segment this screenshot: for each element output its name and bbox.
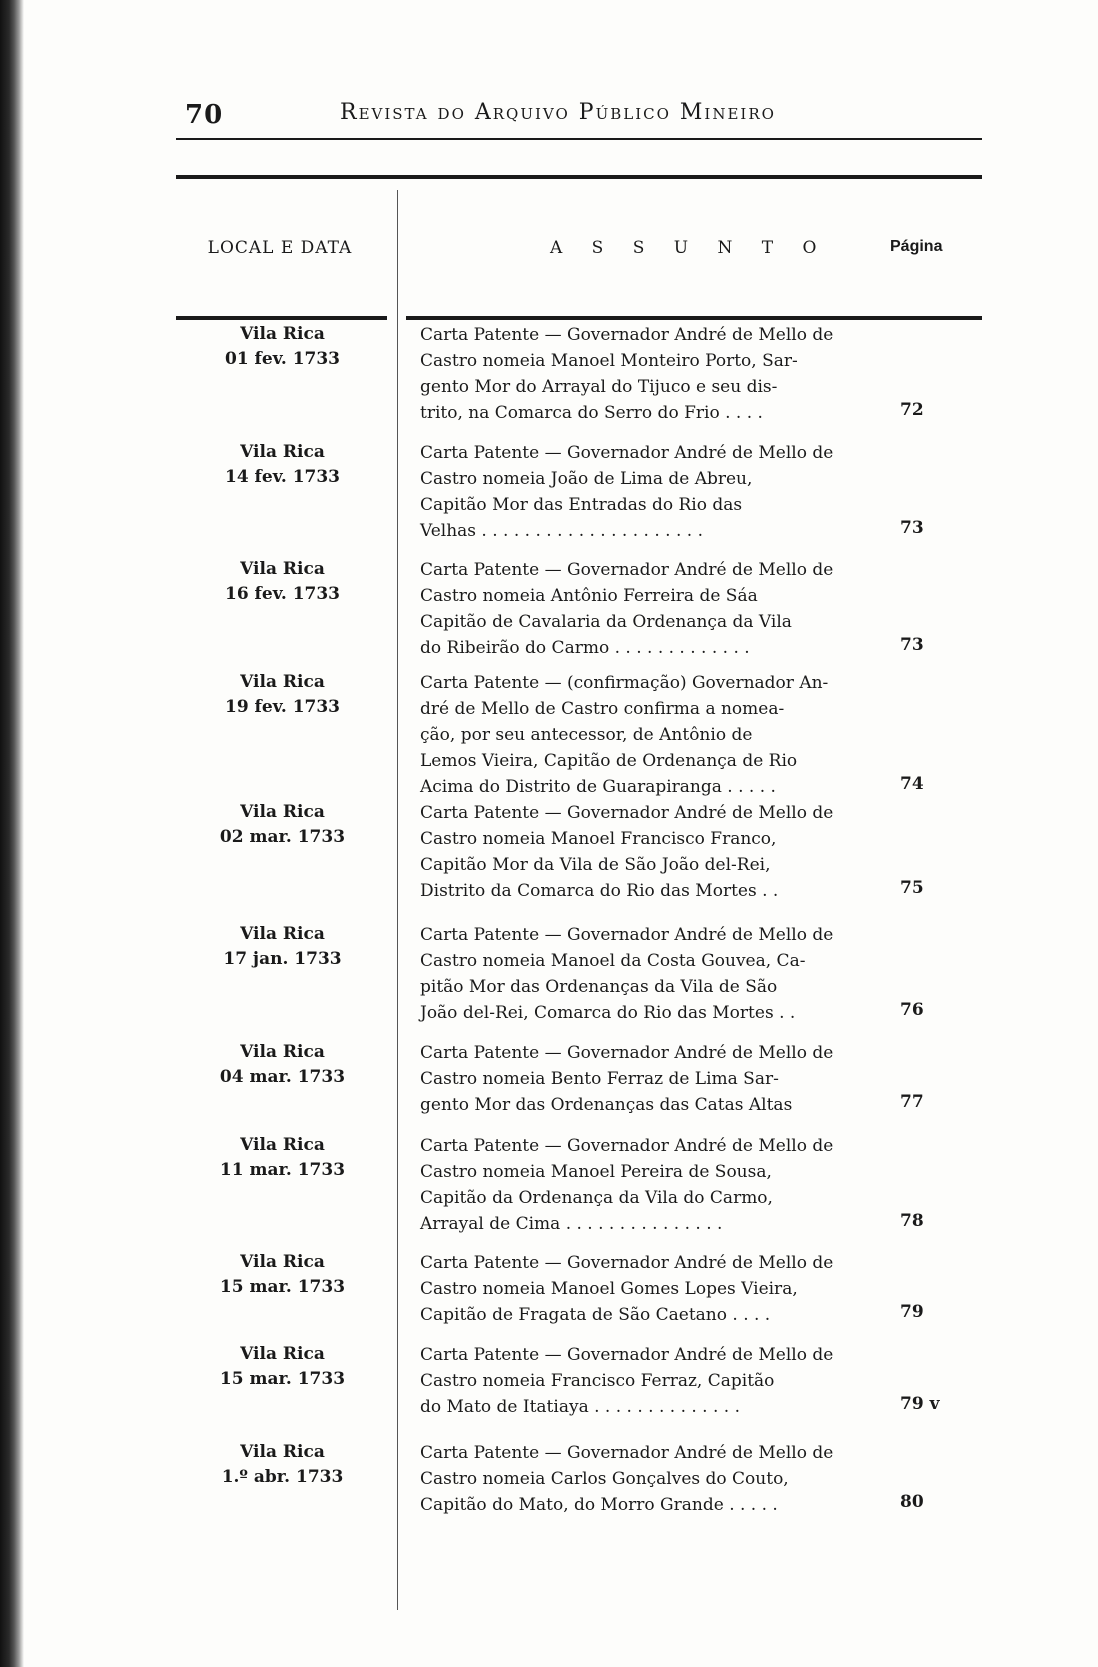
entry-subject — [420, 557, 888, 661]
entry-subject-line: gento Mor do Arrayal do Tijuco e seu dis- — [420, 377, 778, 397]
entry-subject-line: Carta Patente — (confirmação) Governador An- — [420, 673, 829, 693]
entry-place-date — [200, 1133, 365, 1183]
entry-subject — [420, 440, 888, 544]
entry-subject-line: Castro nomeia João de Lima de Abreu, — [420, 469, 753, 489]
entry-page-ref: 77 — [900, 1092, 924, 1112]
entry-subject-line: gento Mor das Ordenanças das Catas Altas — [420, 1095, 793, 1115]
entry-subject — [420, 1040, 888, 1118]
entry-subject-line: dré de Mello de Castro confirma a nomea- — [420, 699, 785, 719]
entry-place-date — [200, 1342, 365, 1392]
entry-place-date — [200, 670, 365, 720]
table-top-rule — [176, 175, 982, 179]
entry-subject-line: pitão Mor das Ordenanças da Vila de São — [420, 977, 778, 997]
running-title: Revista do Arquivo Público Mineiro — [340, 100, 776, 125]
entry-page-ref: 72 — [900, 400, 924, 420]
entry-subject — [420, 1133, 888, 1237]
entry-subject — [420, 322, 888, 426]
entry-subject-line: Capitão de Fragata de São Caetano . . . . — [420, 1305, 771, 1325]
entry-place-date — [200, 1440, 365, 1490]
entry-page-ref: 80 — [900, 1492, 924, 1512]
column-header-local-e-data: LOCAL E DATA — [207, 238, 353, 258]
entry-subject-line: Castro nomeia Antônio Ferreira de Sáa — [420, 586, 758, 606]
entry-place-date — [200, 322, 365, 372]
entry-subject-line: Acima do Distrito de Guarapiranga . . . . . — [420, 777, 776, 797]
entry-date: 16 fev. 1733 — [224, 584, 341, 604]
entry-page-ref: 76 — [900, 1000, 924, 1020]
entry-place: Vila Rica — [240, 1042, 325, 1062]
entry-subject-line: Carta Patente — Governador André de Mello de — [420, 325, 834, 345]
entry-subject-line: Carta Patente — Governador André de Mello de — [420, 1253, 834, 1273]
assunto-column-rule — [406, 316, 982, 320]
entry-subject-line: Capitão Mor da Vila de São João del-Rei, — [420, 855, 771, 875]
entry-place-date — [200, 440, 365, 490]
column-header-assunto: A S S U N T O — [550, 238, 829, 258]
column-divider — [397, 190, 398, 1610]
entry-date: 02 mar. 1733 — [219, 827, 346, 847]
entry-place-date — [200, 1250, 365, 1300]
entry-subject-line: Carta Patente — Governador André de Mello de — [420, 1443, 834, 1463]
entry-date: 19 fev. 1733 — [224, 697, 341, 717]
entry-date: 01 fev. 1733 — [224, 349, 341, 369]
local-column-rule — [176, 316, 387, 320]
page-binding-edge — [0, 0, 24, 1667]
page-number: 70 — [185, 100, 224, 130]
entry-subject-line: Capitão Mor das Entradas do Rio das — [420, 495, 743, 515]
entry-place: Vila Rica — [240, 924, 325, 944]
entry-date: 17 jan. 1733 — [223, 949, 342, 969]
entry-subject-line: do Ribeirão do Carmo . . . . . . . . . . . . . — [420, 638, 750, 658]
entry-place: Vila Rica — [240, 324, 325, 344]
entry-subject-line: Carta Patente — Governador André de Mello de — [420, 925, 834, 945]
entry-subject-line: Distrito da Comarca do Rio das Mortes . . — [420, 881, 779, 901]
entry-page-ref: 78 — [900, 1211, 924, 1231]
entry-subject — [420, 922, 888, 1026]
entry-subject — [420, 1342, 888, 1420]
entry-place-date — [200, 800, 365, 850]
entry-subject-line: Carta Patente — Governador André de Mello de — [420, 560, 834, 580]
entry-date: 14 fev. 1733 — [224, 467, 341, 487]
entry-subject — [420, 1250, 888, 1328]
entry-subject-line: Castro nomeia Manoel Monteiro Porto, Sar- — [420, 351, 798, 371]
entry-subject-line: Arrayal de Cima . . . . . . . . . . . . . . . — [420, 1214, 723, 1234]
entry-place: Vila Rica — [240, 442, 325, 462]
entry-place: Vila Rica — [240, 1252, 325, 1272]
entry-place: Vila Rica — [240, 1135, 325, 1155]
entry-subject-line: João del-Rei, Comarca do Rio das Mortes . . — [420, 1003, 796, 1023]
entry-page-ref: 75 — [900, 878, 924, 898]
entry-subject-line: Carta Patente — Governador André de Mello de — [420, 1043, 834, 1063]
entry-page-ref: 73 — [900, 635, 924, 655]
entry-subject-line: Castro nomeia Manoel da Costa Gouvea, Ca- — [420, 951, 806, 971]
entry-subject-line: Carta Patente — Governador André de Mello de — [420, 1345, 834, 1365]
entry-page-ref: 73 — [900, 518, 924, 538]
entry-subject — [420, 670, 888, 800]
entry-place: Vila Rica — [240, 559, 325, 579]
entry-place-date — [200, 557, 365, 607]
entry-subject-line: ção, por seu antecessor, de Antônio de — [420, 725, 753, 745]
entry-subject-line: Castro nomeia Carlos Gonçalves do Couto, — [420, 1469, 789, 1489]
entry-place: Vila Rica — [240, 1442, 325, 1462]
entry-subject-line: Capitão da Ordenança da Vila do Carmo, — [420, 1188, 773, 1208]
entry-subject-line: do Mato de Itatiaya . . . . . . . . . . . . . . — [420, 1397, 741, 1417]
entry-subject — [420, 1440, 888, 1518]
entry-date: 04 mar. 1733 — [219, 1067, 346, 1087]
entry-place: Vila Rica — [240, 672, 325, 692]
entry-place-date — [200, 1040, 365, 1090]
entry-page-ref: 79 v — [900, 1394, 940, 1414]
entry-subject-line: Carta Patente — Governador André de Mello de — [420, 1136, 834, 1156]
entry-subject-line: Castro nomeia Bento Ferraz de Lima Sar- — [420, 1069, 779, 1089]
entry-date: 11 mar. 1733 — [219, 1160, 346, 1180]
entry-subject-line: Castro nomeia Manoel Pereira de Sousa, — [420, 1162, 772, 1182]
entry-place-date — [200, 922, 365, 972]
entry-subject-line: Castro nomeia Manoel Gomes Lopes Vieira, — [420, 1279, 798, 1299]
entry-place: Vila Rica — [240, 1344, 325, 1364]
column-header-pagina: Página — [890, 238, 943, 255]
header-rule — [176, 138, 982, 140]
entry-page-ref: 74 — [900, 774, 924, 794]
entry-date: 1.º abr. 1733 — [221, 1467, 344, 1487]
entry-place: Vila Rica — [240, 802, 325, 822]
entry-subject-line: Velhas . . . . . . . . . . . . . . . . . . . . . — [420, 521, 703, 541]
entry-subject-line: Capitão do Mato, do Morro Grande . . . . . — [420, 1495, 778, 1515]
entry-date: 15 mar. 1733 — [219, 1369, 346, 1389]
entry-subject-line: Carta Patente — Governador André de Mello de — [420, 803, 834, 823]
entry-subject-line: Castro nomeia Manoel Francisco Franco, — [420, 829, 777, 849]
entry-subject-line: Lemos Vieira, Capitão de Ordenança de Rio — [420, 751, 798, 771]
entry-subject-line: trito, na Comarca do Serro do Frio . . . . — [420, 403, 763, 423]
entry-page-ref: 79 — [900, 1302, 924, 1322]
entry-subject-line: Capitão de Cavalaria da Ordenança da Vila — [420, 612, 792, 632]
entry-subject-line: Carta Patente — Governador André de Mello de — [420, 443, 834, 463]
entry-date: 15 mar. 1733 — [219, 1277, 346, 1297]
entry-subject-line: Castro nomeia Francisco Ferraz, Capitão — [420, 1371, 775, 1391]
entry-subject — [420, 800, 888, 904]
